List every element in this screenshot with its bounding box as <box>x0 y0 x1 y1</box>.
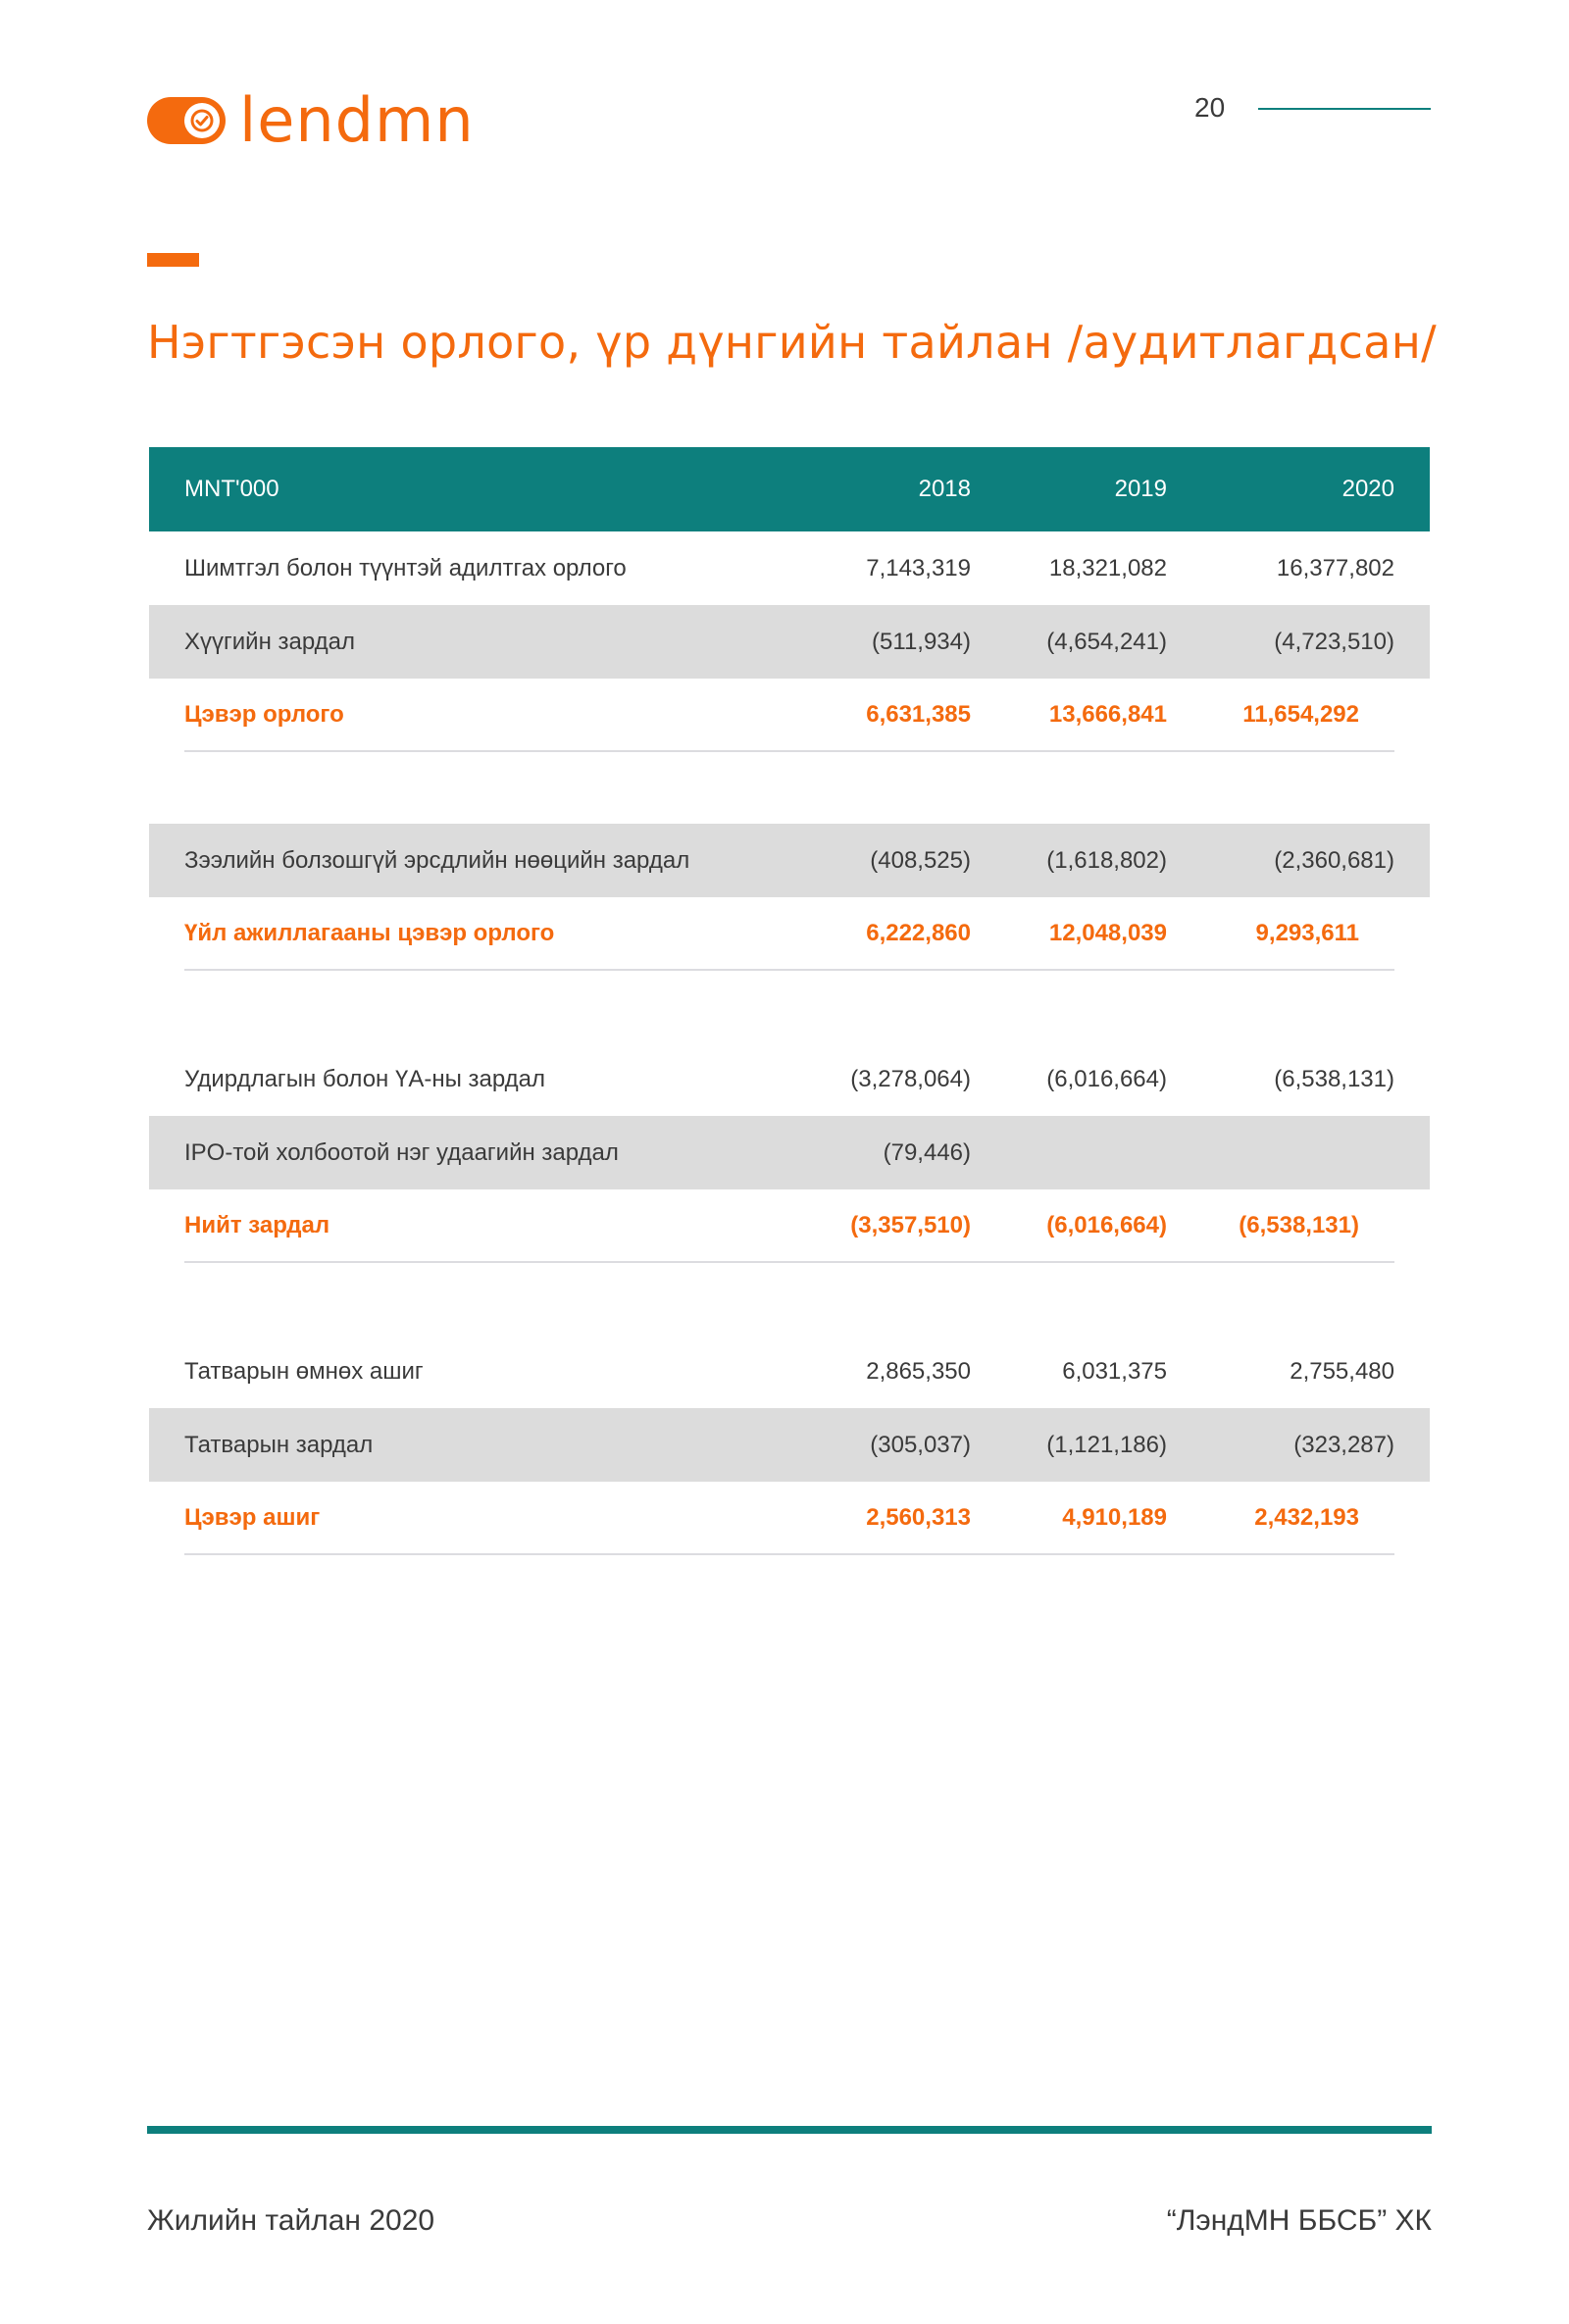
value-2018: 6,631,385 <box>866 700 971 728</box>
column-header-2019: 2019 <box>1114 476 1167 502</box>
value-2019: (1,121,186) <box>1046 1431 1167 1458</box>
table-row <box>149 1116 1430 1189</box>
subtotal-row <box>184 897 1394 971</box>
value-2020: (6,538,131) <box>1239 1211 1359 1238</box>
section-spacer <box>149 971 1430 1042</box>
footer-report-title: Жилийн тайлан 2020 <box>147 2204 435 2237</box>
value-2018: (511,934) <box>872 628 971 655</box>
row-label: Хүүгийн зардал <box>184 628 355 655</box>
logo-wordmark: lendmn <box>239 84 475 156</box>
value-2018: 2,560,313 <box>866 1503 971 1531</box>
net-profit-row <box>184 1482 1394 1555</box>
section-spacer <box>149 752 1430 824</box>
row-label: Зээлийн болзошгүй эрсдлийн нөөцийн зардал <box>184 846 690 874</box>
value-2020: (4,723,510) <box>1274 628 1394 655</box>
income-statement-table <box>149 447 1430 1555</box>
value-2018: 7,143,319 <box>866 554 971 581</box>
subtotal-row <box>184 1189 1394 1263</box>
value-2019: 4,910,189 <box>1062 1503 1167 1531</box>
value-2020: 9,293,611 <box>1255 919 1359 946</box>
value-2018: (305,037) <box>870 1431 971 1458</box>
value-2020: 16,377,802 <box>1276 554 1394 581</box>
column-header-2020: 2020 <box>1341 476 1394 502</box>
row-label: Шимтгэл болон түүнтэй адилтгах орлого <box>184 554 627 581</box>
value-2019: (1,618,802) <box>1046 846 1167 874</box>
row-label: Удирдлагын болон ҮА-ны зардал <box>184 1065 545 1092</box>
value-2020: (2,360,681) <box>1274 846 1394 874</box>
title-accent-bar <box>147 253 199 267</box>
value-2018: (3,278,064) <box>850 1065 971 1092</box>
value-2019: (6,016,664) <box>1046 1065 1167 1092</box>
row-label: Нийт зардал <box>184 1211 330 1238</box>
table-row <box>149 1335 1430 1408</box>
value-2019: 6,031,375 <box>1062 1357 1167 1385</box>
value-2018: (408,525) <box>870 846 971 874</box>
value-2019: 13,666,841 <box>1048 700 1167 728</box>
subtotal-row <box>184 679 1394 752</box>
value-2019: 18,321,082 <box>1048 554 1167 581</box>
toggle-check-icon <box>147 97 226 144</box>
value-2020: 2,432,193 <box>1254 1503 1359 1531</box>
page-number: 20 <box>1194 92 1226 123</box>
value-2020: 2,755,480 <box>1290 1357 1394 1385</box>
section-spacer <box>149 1263 1430 1335</box>
column-header-unit: MNT'000 <box>184 476 279 502</box>
footer-company-name: “ЛэндМН ББСБ” ХК <box>1166 2204 1432 2237</box>
company-logo <box>147 84 475 156</box>
table-row <box>149 1042 1430 1116</box>
table-row <box>149 824 1430 897</box>
row-label: Үйл ажиллагааны цэвэр орлого <box>184 919 555 946</box>
table-row <box>149 1408 1430 1482</box>
footer-divider <box>147 2126 1432 2134</box>
value-2019: (4,654,241) <box>1046 628 1167 655</box>
row-label: Цэвэр орлого <box>184 700 344 728</box>
row-label: Цэвэр ашиг <box>184 1503 321 1531</box>
table-header <box>149 447 1430 531</box>
value-2018: (79,446) <box>883 1138 971 1166</box>
table-row <box>149 605 1430 679</box>
value-2020: (323,287) <box>1293 1431 1394 1458</box>
header-divider <box>1258 108 1431 110</box>
row-label: IPO-той холбоотой нэг удаагийн зардал <box>184 1138 619 1166</box>
row-label: Татварын өмнөх ашиг <box>184 1357 424 1385</box>
value-2019: (6,016,664) <box>1046 1211 1167 1238</box>
page-title: Нэгтгэсэн орлого, үр дүнгийн тайлан /аудитлагдсан/ <box>147 316 1437 369</box>
value-2018: (3,357,510) <box>850 1211 971 1238</box>
value-2020: (6,538,131) <box>1274 1065 1394 1092</box>
value-2019: 12,048,039 <box>1048 919 1167 946</box>
table-row <box>149 531 1430 605</box>
value-2020: 11,654,292 <box>1242 700 1359 728</box>
column-header-2018: 2018 <box>918 476 971 502</box>
row-label: Татварын зардал <box>184 1431 374 1458</box>
value-2018: 6,222,860 <box>866 919 971 946</box>
value-2018: 2,865,350 <box>866 1357 971 1385</box>
